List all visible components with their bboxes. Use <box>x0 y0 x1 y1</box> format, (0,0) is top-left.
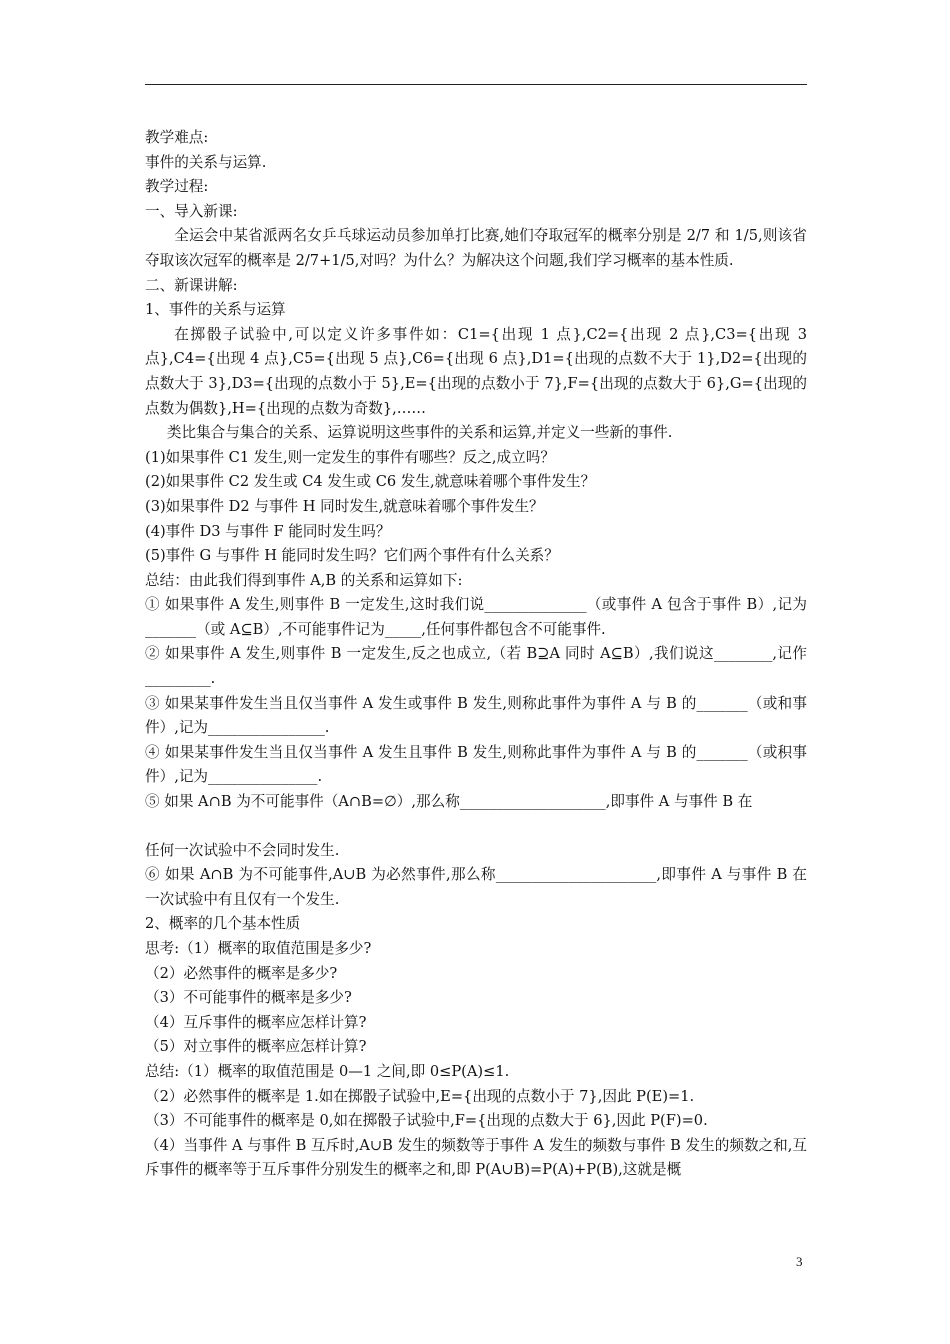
relation-item-5-continued: 任何一次试验中不会同时发生. <box>145 841 340 859</box>
page-number: 3 <box>796 1254 803 1269</box>
relation-item-2: ② 如果事件 A 发生,则事件 B 一定发生,反之也成立,（若 B⊇A 同时 A⊆B）,我们说这________,记作_________. <box>145 645 807 688</box>
think-question-3: （3）不可能事件的概率是多少? <box>145 989 352 1007</box>
difficulty-text: 事件的关系与运算. <box>145 153 267 171</box>
conclusion-2: （2）必然事件的概率是 1.如在掷骰子试验中,E={出现的点数小于 7},因此 P(E)=1. <box>145 1087 695 1105</box>
question-3: (3)如果事件 D2 与事件 H 同时发生,就意味着哪个事件发生？ <box>145 497 544 515</box>
question-4: (4)事件 D3 与事件 F 能同时发生吗？ <box>145 522 391 540</box>
think-question-2: （2）必然事件的概率是多少? <box>145 964 338 982</box>
process-heading: 教学过程: <box>145 178 209 196</box>
think-question-1: 思考:（1）概率的取值范围是多少? <box>145 940 372 957</box>
intro-paragraph: 全运会中某省派两名女乒乓球运动员参加单打比赛,她们夺取冠军的概率分别是 2/7 和 1/5,则该省夺取该次冠军的概率是 2/7+1/5,对吗？为什么？为解决这个问题,我们学习概率的基本性质. <box>145 227 807 269</box>
header-rule <box>145 84 807 85</box>
relation-item-6: ⑥ 如果 A∩B 为不可能事件,A∪B 为必然事件,那么称______________________,即事件 A 与事件 B 在一次试验中有且仅有一个发生. <box>145 866 807 908</box>
relation-item-3: ③ 如果某事件发生当且仅当事件 A 发生或事件 B 发生,则称此事件为事件 A 与 B 的_______（或和事件）,记为________________. <box>145 694 807 737</box>
relation-item-4: ④ 如果某事件发生当且仅当事件 A 发生且事件 B 发生,则称此事件为事件 A 与 B 的_______（或积事件）,记为_______________. <box>145 743 807 786</box>
question-5: (5)事件 G 与事件 H 能同时发生吗？它们两个事件有什么关系？ <box>145 547 559 565</box>
events-paragraph: 在掷骰子试验中,可以定义许多事件如：C1={出现 1 点},C2={出现 2 点},C3={出现 3 点},C4={出现 4 点},C5={出现 5 点},C6={出现 6 点},D1={出现的点数不大于 1},D2={出现的点数大于 3},D3={出现的点数小于 5},E={出现的点数小于 7},F={出现的点数大于 6},G={出现的点数为偶数},H={出现的点数为奇数},…… <box>145 325 807 417</box>
relation-item-1: ① 如果事件 A 发生,则事件 B 一定发生,这时我们说______________（或事件 A 包含于事件 B）,记为_______（或 A⊆B）,不可能事件记为_____,任何事件都包含不可能事件. <box>145 596 807 638</box>
difficulty-heading: 教学难点: <box>145 129 209 146</box>
question-2: (2)如果事件 C2 发生或 C4 发生或 C6 发生,就意味着哪个事件发生？ <box>145 473 596 491</box>
relation-item-5: ⑤ 如果 A∩B 为不可能事件（A∩B=∅）,那么称____________________,即事件 A 与事件 B 在 <box>145 793 753 811</box>
question-1: (1)如果事件 C1 发生,则一定发生的事件有哪些？反之,成立吗？ <box>145 448 555 466</box>
conclusion-1: 总结:（1）概率的取值范围是 0—1 之间,即 0≤P(A)≤1. <box>145 1062 510 1080</box>
conclusion-3: （3）不可能事件的概率是 0,如在掷骰子试验中,F={出现的点数大于 6},因此 P(F)=0. <box>145 1112 708 1130</box>
blank-line <box>145 815 807 839</box>
analogy-paragraph: 类比集合与集合的关系、运算说明这些事件的关系和运算,并定义一些新的事件. <box>166 424 673 442</box>
summary-heading: 总结：由此我们得到事件 A,B 的关系和运算如下: <box>145 571 463 589</box>
section2-heading: 二、新课讲解: <box>145 276 238 294</box>
think-question-4: （4）互斥事件的概率应怎样计算? <box>145 1013 367 1031</box>
section1-heading: 一、导入新课: <box>145 202 238 220</box>
subsection2-heading: 2、概率的几个基本性质 <box>145 915 301 933</box>
conclusion-4: （4）当事件 A 与事件 B 互斥时,A∪B 发生的频数等于事件 A 发生的频数与事件 B 发生的频数之和,互斥事件的概率等于互斥事件分别发生的概率之和,即 P(A∪B)=P(A)+P(B),这就是概 <box>145 1136 807 1179</box>
think-question-5: （5）对立事件的概率应怎样计算? <box>145 1038 367 1056</box>
subsection1-heading: 1、事件的关系与运算 <box>145 301 286 319</box>
page-content <box>145 126 807 1183</box>
